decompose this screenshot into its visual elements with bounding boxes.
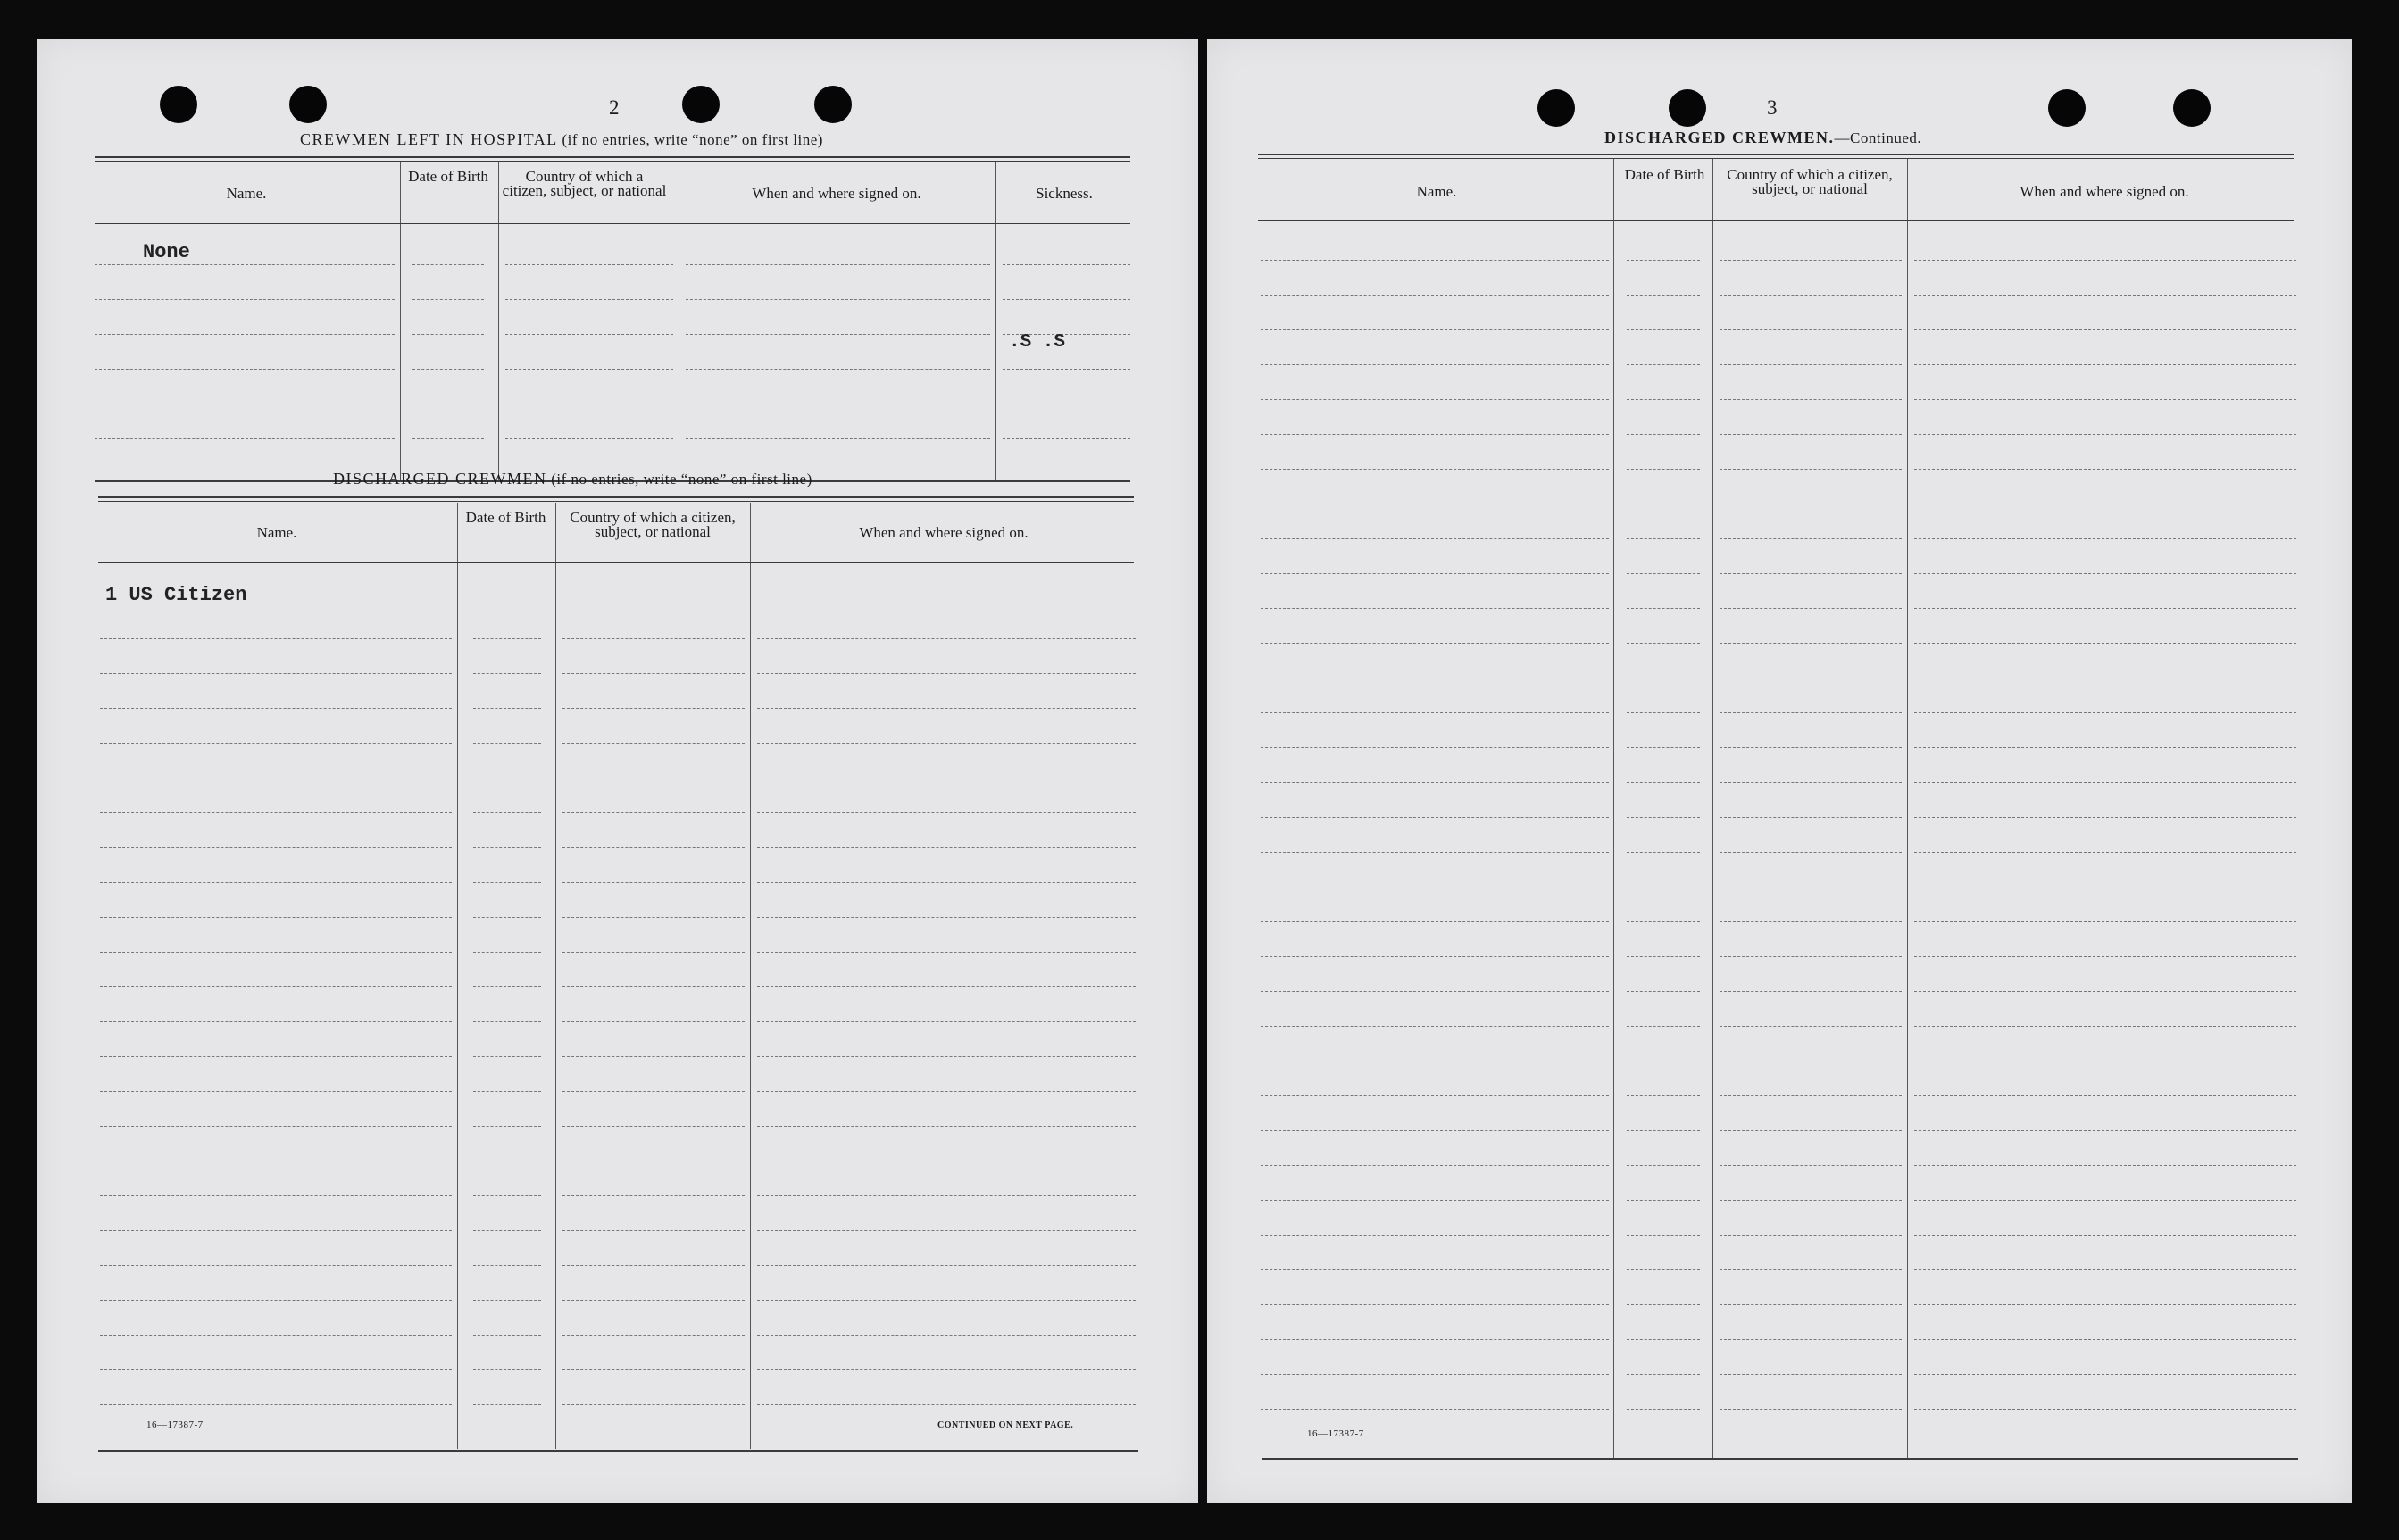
ruled-line [562,1404,745,1405]
ruled-line [562,1126,745,1127]
ruled-line [1261,1095,1609,1096]
ruled-line [100,743,452,744]
punch-hole [2048,89,2086,127]
ruled-line [1261,1339,1609,1340]
ruled-line [473,882,541,883]
right-top-rule [1258,154,2294,159]
ruled-line [1627,921,1700,922]
ruled-line [1627,399,1700,400]
ruled-line [1914,817,2296,818]
ruled-line [1720,399,1902,400]
ruled-line [757,1195,1136,1196]
ruled-line [1627,1269,1700,1270]
ruled-line [1914,747,2296,748]
discharged-header-dob: Date of Birth [465,509,546,526]
ruled-line [473,638,541,639]
ruled-line [100,952,452,953]
ruled-line [1627,1130,1700,1131]
ruled-line [757,743,1136,744]
ruled-line [1003,438,1130,439]
ruled-line [1261,1200,1609,1201]
ruled-line [1914,295,2296,296]
ruled-line [1720,747,1902,748]
discharged-section-title [333,470,812,488]
ruled-line [100,1265,452,1266]
discharged-title-note: (if no entries, write “none” on first line) [551,470,812,487]
ruled-line [1261,1235,1609,1236]
ruled-line [1914,1304,2296,1305]
page-number: 3 [1767,96,1778,119]
ruled-line [1914,1130,2296,1131]
page-number: 2 [609,96,620,119]
ruled-line [562,708,745,709]
ruled-line [1627,1409,1700,1410]
ruled-line [757,1300,1136,1301]
ruled-line [1627,1339,1700,1340]
ruled-line [1720,1374,1902,1375]
column-divider [555,503,556,1449]
ruled-line [100,1195,452,1196]
ruled-line [473,1300,541,1301]
ruled-line [1914,1095,2296,1096]
ruled-line [1627,573,1700,574]
ruled-line [1261,329,1609,330]
discharged-header-rule [98,562,1134,563]
column-divider [1712,159,1713,1458]
ruled-line [757,638,1136,639]
punch-hole [1669,89,1706,127]
column-divider [1907,159,1908,1458]
ruled-line [1627,608,1700,609]
column-divider [457,503,458,1449]
ruled-line [757,1404,1136,1405]
ruled-line [1914,1269,2296,1270]
ruled-line [1914,921,2296,922]
ruled-line [1720,1130,1902,1131]
ruled-line [1914,1235,2296,1236]
ruled-line [1261,1130,1609,1131]
ruled-line [1720,1409,1902,1410]
ruled-line [1627,329,1700,330]
ruled-line [100,1056,452,1057]
ruled-line [686,334,990,335]
ruled-line [757,952,1136,953]
ruled-line [100,1091,452,1092]
ruled-line [1720,782,1902,783]
ruled-line [1261,1165,1609,1166]
ruled-line [1720,1269,1902,1270]
ruled-line [1261,573,1609,574]
ruled-line [505,438,673,439]
ruled-line [757,1056,1136,1057]
ruled-line [1261,260,1609,261]
ruled-line [100,1369,452,1370]
ruled-line [562,1230,745,1231]
hospital-title-main: CREWMEN LEFT IN HOSPITAL [300,130,558,148]
ruled-line [473,812,541,813]
ruled-line [686,264,990,265]
discharged-entry: 1 US Citizen [105,584,247,606]
ruled-line [1914,434,2296,435]
hospital-section-title [300,130,823,149]
ruled-line [1003,369,1130,370]
ruled-line [473,1265,541,1266]
ruled-line [1914,1339,2296,1340]
ruled-line [1261,956,1609,957]
ruled-line [1914,364,2296,365]
ruled-line [1261,399,1609,400]
right-bottom-rule [1262,1458,2298,1460]
ruled-line [1627,991,1700,992]
hospital-header-dob: Date of Birth [408,168,488,185]
ruled-line [100,1021,452,1022]
right-title-note: —Continued. [1834,129,1922,146]
ruled-line [1720,1200,1902,1201]
ruled-line [757,986,1136,987]
ruled-line [1261,747,1609,748]
ruled-line [1627,1026,1700,1027]
ruled-line [1720,956,1902,957]
ruled-line [100,1404,452,1405]
discharged-header-signed: When and where signed on. [859,524,1029,541]
ruled-line [1914,1374,2296,1375]
ruled-line [412,264,484,265]
ruled-line [1627,643,1700,644]
form-code: 16—17387-7 [146,1419,204,1430]
ruled-line [1261,1304,1609,1305]
ruled-line [1627,1200,1700,1201]
ruled-line [1627,364,1700,365]
ruled-line [473,1021,541,1022]
ruled-line [1720,538,1902,539]
ruled-line [1914,329,2296,330]
ruled-line [1720,434,1902,435]
ruled-line [473,986,541,987]
ruled-line [562,986,745,987]
ruled-line [1914,573,2296,574]
ruled-line [1261,782,1609,783]
ruled-line [1720,573,1902,574]
ruled-line [473,1369,541,1370]
discharged-header-name: Name. [256,524,297,541]
ruled-line [412,369,484,370]
ruled-line [1003,264,1130,265]
ruled-line [100,708,452,709]
ruled-line [562,1056,745,1057]
ruled-line [1914,1409,2296,1410]
ruled-line [1627,1165,1700,1166]
ruled-line [562,952,745,953]
punch-hole [1537,89,1575,127]
ruled-line [562,1091,745,1092]
ruled-line [562,638,745,639]
ruled-line [412,299,484,300]
ruled-line [1627,817,1700,818]
ruled-line [1627,1235,1700,1236]
discharged-header-country: Country of which a citizen, subject, or national [570,509,736,540]
ruled-line [757,673,1136,674]
ruled-line [505,264,673,265]
ruled-line [1914,712,2296,713]
right-title-main: DISCHARGED CREWMEN. [1604,129,1835,146]
ruled-line [100,847,452,848]
ruled-line [757,847,1136,848]
ruled-line [1914,782,2296,783]
column-divider [498,162,499,480]
ruled-line [1914,1165,2296,1166]
ruled-line [412,438,484,439]
hospital-header-country: Country of which a citizen, subject, or national [502,168,667,199]
ruled-line [505,299,673,300]
discharged-title-main: DISCHARGED CREWMEN [333,470,547,487]
ruled-line [562,1265,745,1266]
ruled-line [505,369,673,370]
ruled-line [100,882,452,883]
ruled-line [1720,991,1902,992]
ruled-line [412,334,484,335]
column-divider [995,162,996,480]
hospital-stamp: .S .S [1009,332,1066,353]
ruled-line [1720,1095,1902,1096]
right-header-dob: Date of Birth [1624,166,1705,183]
ruled-line [1720,329,1902,330]
ruled-line [100,917,452,918]
punch-hole [160,86,197,123]
ruled-line [473,1195,541,1196]
column-divider [1613,159,1614,1458]
ruled-line [100,986,452,987]
ruled-line [95,438,395,439]
ruled-line [1720,712,1902,713]
ruled-line [1914,956,2296,957]
ruled-line [473,1056,541,1057]
punch-hole [682,86,720,123]
hospital-title-note: (if no entries, write “none” on first line) [562,131,823,148]
ruled-line [1720,921,1902,922]
ruled-line [1261,1026,1609,1027]
column-divider [750,503,751,1449]
ruled-line [1627,538,1700,539]
right-section-title [1604,129,1921,147]
ruled-line [505,334,673,335]
ruled-line [100,812,452,813]
ruled-line [757,812,1136,813]
ruled-line [1627,469,1700,470]
ruled-line [1261,1269,1609,1270]
ruled-line [757,1265,1136,1266]
ruled-line [562,1195,745,1196]
right-header-signed: When and where signed on. [2020,183,2189,200]
ruled-line [757,1335,1136,1336]
ruled-line [1914,852,2296,853]
punch-hole [814,86,852,123]
ruled-line [1720,1304,1902,1305]
ruled-line [1003,299,1130,300]
ruled-line [562,882,745,883]
ruled-line [562,1335,745,1336]
punch-hole [2173,89,2211,127]
ruled-line [757,917,1136,918]
ruled-line [1720,608,1902,609]
column-divider [400,162,401,480]
ruled-line [686,299,990,300]
ruled-line [473,673,541,674]
hospital-header-rule [95,223,1130,224]
ruled-line [1627,295,1700,296]
ruled-line [1627,1095,1700,1096]
ruled-line [1720,1165,1902,1166]
ruled-line [100,1335,452,1336]
discharged-bottom-rule [98,1450,1138,1452]
ruled-line [1261,608,1609,609]
ruled-line [95,299,395,300]
hospital-header-name: Name. [226,185,267,202]
hospital-entry-none: None [143,241,190,263]
ruled-line [757,1230,1136,1231]
ruled-line [473,1335,541,1336]
ruled-line [473,917,541,918]
ruled-line [1261,295,1609,296]
ruled-line [100,1230,452,1231]
ruled-line [1720,260,1902,261]
ruled-line [757,708,1136,709]
ruled-line [1914,1200,2296,1201]
ruled-line [1261,538,1609,539]
ruled-line [1720,1026,1902,1027]
ruled-line [562,1369,745,1370]
continued-note: CONTINUED ON NEXT PAGE. [937,1420,1074,1430]
ruled-line [1720,817,1902,818]
ruled-line [1627,956,1700,957]
ruled-line [562,743,745,744]
ruled-line [1720,1235,1902,1236]
hospital-header-signed: When and where signed on. [752,185,921,202]
ruled-line [100,673,452,674]
punch-hole [289,86,327,123]
ruled-line [1261,364,1609,365]
ruled-line [1261,434,1609,435]
ruled-line [562,1021,745,1022]
ruled-line [1627,1304,1700,1305]
ruled-line [1720,469,1902,470]
form-code: 16—17387-7 [1307,1428,1364,1439]
right-page [1207,39,2352,1503]
ruled-line [1914,469,2296,470]
ruled-line [757,1369,1136,1370]
ruled-line [686,369,990,370]
ruled-line [473,1126,541,1127]
hospital-header-sickness: Sickness. [1036,185,1093,202]
ruled-line [562,673,745,674]
ruled-line [1627,260,1700,261]
ruled-line [95,334,395,335]
hospital-top-rule [95,156,1130,162]
ruled-line [1914,608,2296,609]
ruled-line [757,1021,1136,1022]
ruled-line [1914,991,2296,992]
left-page [37,39,1198,1503]
right-header-name: Name. [1416,183,1457,200]
ruled-line [100,1300,452,1301]
ruled-line [473,743,541,744]
ruled-line [562,812,745,813]
ruled-line [686,438,990,439]
ruled-line [1261,643,1609,644]
ruled-line [1261,817,1609,818]
ruled-line [1914,260,2296,261]
ruled-line [1261,852,1609,853]
ruled-line [1914,399,2296,400]
ruled-line [562,1300,745,1301]
ruled-line [473,1404,541,1405]
ruled-line [1720,852,1902,853]
ruled-line [1261,991,1609,992]
ruled-line [1914,1026,2296,1027]
ruled-line [473,708,541,709]
discharged-top-rule [98,496,1134,502]
right-header-rule [1258,220,2294,221]
ruled-line [1627,852,1700,853]
ruled-line [757,882,1136,883]
ruled-line [1720,295,1902,296]
ruled-line [562,917,745,918]
ruled-line [1914,643,2296,644]
ruled-line [1261,712,1609,713]
ruled-line [1627,782,1700,783]
ruled-line [1261,469,1609,470]
ruled-line [100,1126,452,1127]
ruled-line [95,369,395,370]
ruled-line [1627,1374,1700,1375]
ruled-line [1914,538,2296,539]
ruled-line [1627,712,1700,713]
ruled-line [1261,921,1609,922]
ruled-line [473,847,541,848]
ruled-line [562,847,745,848]
ruled-line [757,1091,1136,1092]
ruled-line [1720,643,1902,644]
ruled-line [1720,364,1902,365]
ruled-line [473,1091,541,1092]
ruled-line [473,1230,541,1231]
ruled-line [757,1126,1136,1127]
ruled-line [100,638,452,639]
ruled-line [1627,747,1700,748]
ruled-line [1720,1339,1902,1340]
ruled-line [1627,434,1700,435]
ruled-line [473,952,541,953]
ruled-line [95,264,395,265]
ruled-line [1261,1374,1609,1375]
right-header-country: Country of which a citizen, subject, or national [1727,166,1893,197]
ruled-line [1261,1409,1609,1410]
